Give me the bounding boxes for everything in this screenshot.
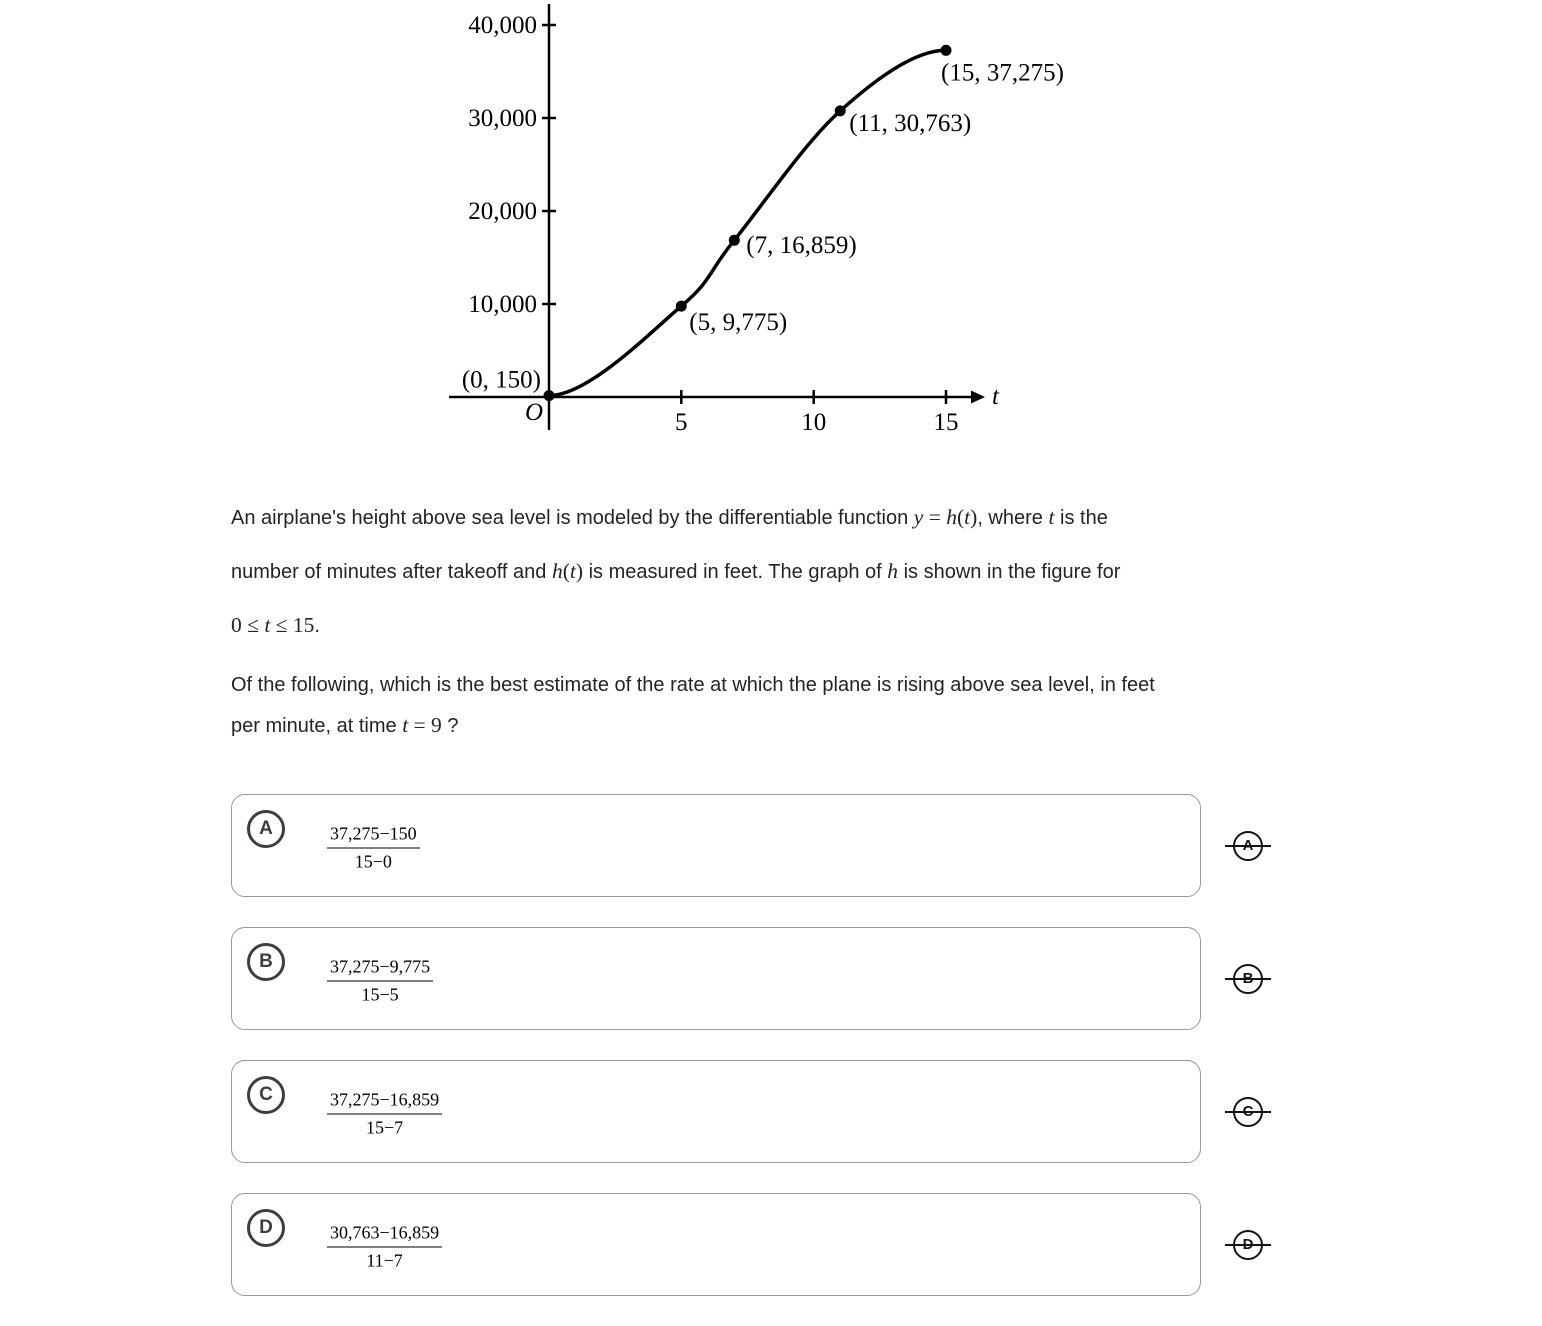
y-tick-label: 20,000 (468, 198, 537, 225)
fraction-denominator: 11−7 (366, 1250, 403, 1270)
y-tick-label: 40,000 (468, 12, 537, 39)
eliminate-circle-icon (1233, 964, 1263, 994)
choice-letter: A (259, 818, 273, 839)
question-line: Of the following, which is the best estimate of the rate at which the plane is rising above sea level, in feet (231, 674, 1155, 696)
data-point-label: (7, 16,859) (746, 232, 857, 260)
option-row (231, 927, 1311, 1030)
data-point-label: (11, 30,763) (849, 109, 972, 137)
eliminate-circle-icon (1233, 1230, 1263, 1260)
exercise-page (231, 0, 1311, 1296)
fraction-numerator: 30,763−16,859 (327, 1222, 442, 1247)
data-point (941, 45, 952, 56)
y-tick-label: 30,000 (468, 105, 537, 132)
eliminate-letter: C (1242, 1103, 1254, 1120)
options-list (231, 794, 1311, 1296)
eliminate-button-b[interactable] (1225, 964, 1271, 994)
height-time-graph-figure (449, 0, 1089, 445)
inline-math: 0 ≤ t ≤ 15 (231, 613, 315, 637)
inline-math: h (887, 559, 899, 583)
choice-letter: B (259, 951, 273, 972)
answer-option-c[interactable] (231, 1060, 1201, 1163)
data-point (676, 301, 687, 312)
data-point-label: (0, 150) (461, 366, 541, 394)
eliminate-circle-icon (1233, 1097, 1263, 1127)
choice-letter-badge (247, 810, 285, 848)
question-line: per minute, at time t = 9 ? (231, 713, 459, 737)
option-row (231, 794, 1311, 897)
data-point (729, 235, 740, 246)
inline-math: y = h(t) (913, 505, 978, 529)
x-axis-arrow-icon (971, 391, 985, 404)
origin-label: O (524, 399, 543, 426)
answer-option-d[interactable] (231, 1193, 1201, 1296)
x-axis-label: t (992, 383, 999, 410)
choice-letter: D (259, 1217, 273, 1238)
fraction (327, 956, 433, 1005)
fraction-numerator: 37,275−16,859 (327, 1089, 442, 1114)
eliminate-letter: A (1242, 837, 1254, 854)
eliminate-button-a[interactable] (1225, 831, 1271, 861)
fraction (327, 823, 420, 872)
height-curve (549, 50, 946, 395)
question-line: 0 ≤ t ≤ 15. (231, 613, 320, 637)
y-tick-label: 10,000 (468, 291, 537, 318)
x-tick-label: 5 (675, 409, 688, 436)
answer-option-b[interactable] (231, 927, 1201, 1030)
question-paragraph-2 (231, 665, 1311, 746)
question-paragraph-1 (231, 491, 1311, 653)
option-row (231, 1193, 1311, 1296)
fraction-denominator: 15−0 (354, 851, 392, 871)
fraction-numerator: 37,275−9,775 (327, 956, 433, 981)
inline-math: h(t) (551, 559, 584, 583)
choice-letter-badge (247, 1076, 285, 1114)
fraction (327, 1222, 442, 1271)
question-line: An airplane's height above sea level is modeled by the differentiable function y = h(t), where t is the (231, 505, 1108, 529)
height-time-graph (449, 0, 1089, 445)
fraction-denominator: 15−5 (361, 984, 399, 1004)
fraction-numerator: 37,275−150 (327, 823, 420, 848)
fraction (327, 1089, 442, 1138)
choice-letter: C (259, 1084, 273, 1105)
question-line: number of minutes after takeoff and h(t) is measured in feet. The graph of h is shown in the figure for (231, 559, 1121, 583)
eliminate-button-c[interactable] (1225, 1097, 1271, 1127)
inline-math: t (1048, 505, 1055, 529)
choice-letter-badge (247, 1209, 285, 1247)
data-point-label: (5, 9,775) (689, 309, 788, 337)
question-stem (231, 491, 1311, 746)
fraction-denominator: 15−7 (366, 1117, 404, 1137)
choice-letter-badge (247, 943, 285, 981)
x-tick-label: 15 (933, 409, 959, 436)
eliminate-letter: D (1242, 1236, 1254, 1253)
data-point (835, 105, 846, 116)
eliminate-button-d[interactable] (1225, 1230, 1271, 1260)
eliminate-circle-icon (1233, 831, 1263, 861)
answer-option-a[interactable] (231, 794, 1201, 897)
inline-math: t = 9 (402, 713, 442, 737)
option-row (231, 1060, 1311, 1163)
x-tick-label: 10 (801, 409, 827, 436)
data-point (544, 390, 555, 401)
data-point-label: (15, 37,275) (941, 59, 1064, 87)
eliminate-letter: B (1242, 970, 1254, 987)
